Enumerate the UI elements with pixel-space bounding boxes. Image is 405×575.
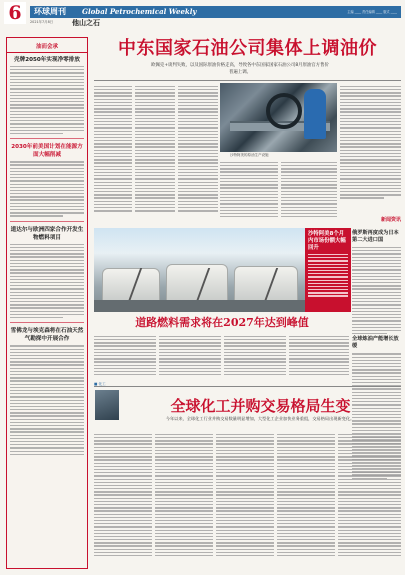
article-column [155,432,213,570]
article-column [216,432,274,570]
portrait-thumbnail [95,390,119,420]
sidebar-item-body [7,345,87,455]
masthead-meta: 主编 ____ 责任编辑 ____ 版式 ____ [347,10,397,14]
storage-tanks-photo [94,228,305,312]
article-column [178,84,218,224]
issue-date: 2021年7月8日 [30,20,54,24]
section-name: 他山之石 [72,19,100,27]
article-column [224,334,286,382]
article-column [220,160,278,224]
article-column [338,432,401,570]
article-column [340,84,401,214]
article-column [281,160,337,224]
section-divider [94,386,401,387]
masthead-english-title: Global Petrochemical Weekly [82,7,197,16]
sidebar-item-title: 雪佛龙与埃克森将在石油天然气勘探中开展合作 [10,328,84,343]
sidebar-item-body [7,161,87,216]
article-column [277,432,335,570]
masthead [4,2,401,27]
main-deck: 欧佩克+谈判失败，以及国际原油价格走高，导致各中东国家国家石油公司8月原油官方售价普遍上调。 [151,63,329,75]
sidebar-item-title: 2030年前美国计划在能源方面大幅削减 [11,144,83,159]
sidebar-item-title: 道达尔与欧洲四家合作开发生物燃料项目 [10,226,84,241]
article-column [94,334,156,382]
bottom-headline: 全球化工并购交易格局生变 [170,397,351,415]
article-column [94,84,132,224]
masthead-title: 环球周刊 [34,7,66,16]
valve-worker-photo [220,83,337,152]
rule [94,80,401,81]
bottom-deck: 今年以来，全球化工行业并购交易数量明显增加，大型化工企业加快业务重组，交易格局出现新变化。 [165,416,355,421]
highlight-box [305,228,351,312]
sidebar-column [6,37,88,569]
highlight-box-title: 沙特阿美8个月内市场份额大幅回升 [308,231,346,251]
sidebar-item-body [7,244,87,319]
article-column [289,334,349,382]
main-headline: 中东国家石油公司集体上调油价 [118,38,377,59]
news-item-title: 全球炼油产能增长放缓 [352,336,399,350]
article-column [94,432,152,570]
article-column [159,334,221,382]
secondary-headline: 道路燃料需求将在2027年达到峰值 [135,316,309,329]
section-kicker: ■ 化工 [94,382,106,386]
sidebar-item-title: 壳牌2050年实现净零排放 [14,57,80,63]
sidebar-header: 油而会承 [7,42,87,53]
news-item-title: 俄罗斯再度成为日本第二大进口国 [352,230,399,243]
article-column [135,84,175,224]
news-header: 新闻资讯 [380,217,401,223]
sidebar-item-body [7,66,87,134]
photo-caption: 沙特阿美的原油生产设施 [230,153,269,157]
page-number: 6 [4,2,26,24]
